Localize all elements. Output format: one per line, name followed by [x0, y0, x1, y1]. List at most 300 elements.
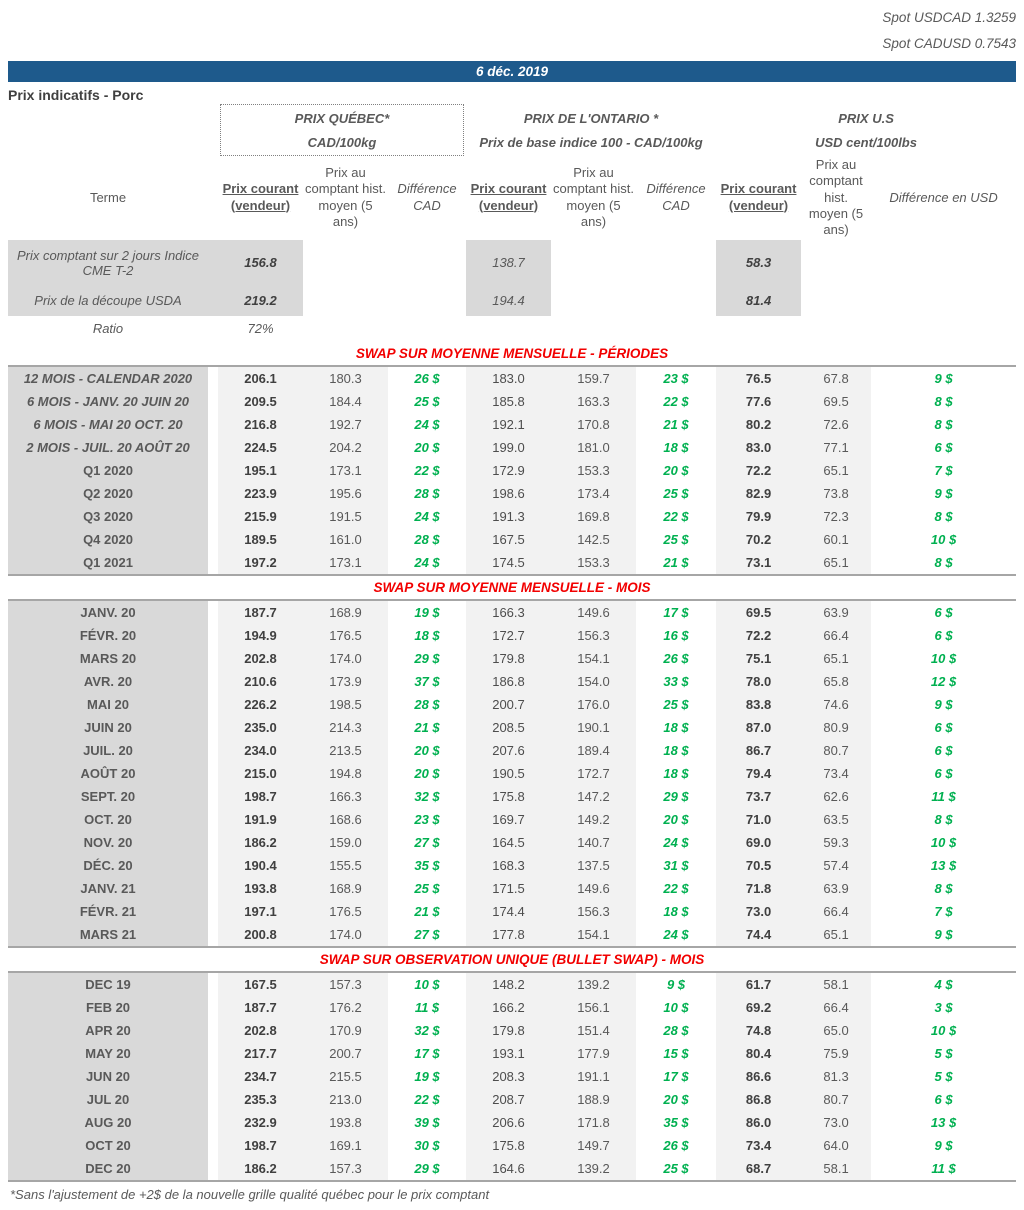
table-row [8, 831, 1016, 854]
qc-hist-cell: 170.9 [303, 1019, 388, 1042]
quebec-group-subtitle: CAD/100kg [307, 134, 377, 150]
us-diff-cell: 11 $ [931, 788, 956, 804]
us-hist-cell: 66.4 [801, 996, 871, 1019]
section-title: SWAP SUR OBSERVATION UNIQUE (BULLET SWAP) - MOIS [319, 951, 705, 967]
quebec-group-box [220, 104, 464, 156]
table-row [8, 436, 1016, 459]
qc-current-cell: 215.0 [218, 762, 303, 785]
on-current-cell: 190.5 [466, 762, 551, 785]
on-current-cell: 206.6 [466, 1111, 551, 1134]
on-diff-cell: 18 $ [663, 903, 689, 919]
gutter-cell [208, 316, 218, 342]
us-current-cell: 79.9 [716, 505, 801, 528]
on-diff-cell [636, 286, 716, 316]
on-current-cell: 168.3 [466, 854, 551, 877]
qc-hist-cell: 168.6 [303, 808, 388, 831]
section-title: SWAP SUR MOYENNE MENSUELLE - PÉRIODES [355, 345, 669, 361]
term-cell: 12 MOIS - CALENDAR 2020 [8, 366, 208, 390]
us-current-cell: 77.6 [716, 390, 801, 413]
term-cell: FEB 20 [8, 996, 208, 1019]
gutter-cell [208, 1157, 218, 1181]
table-row [8, 413, 1016, 436]
us-current-cell: 69.0 [716, 831, 801, 854]
qc-diff-cell: 19 $ [414, 1068, 440, 1084]
on-diff-cell [636, 240, 716, 286]
us-current-cell: 74.8 [716, 1019, 801, 1042]
qc-current-cell: 198.7 [218, 785, 303, 808]
on-hist-cell [551, 240, 636, 286]
on-current-cell: 208.3 [466, 1065, 551, 1088]
us-current-cell: 83.0 [716, 436, 801, 459]
qc-hist-cell: 176.5 [303, 900, 388, 923]
qc-current-cell: 167.5 [218, 972, 303, 996]
term-cell: JANV. 20 [8, 600, 208, 624]
qc-diff-cell: 29 $ [414, 650, 440, 666]
us-diff-cell: 6 $ [934, 742, 953, 758]
on-hist-cell: 170.8 [551, 413, 636, 436]
qc-hist-cell: 198.5 [303, 693, 388, 716]
on-current-cell: 169.7 [466, 808, 551, 831]
us-diff-cell: 10 $ [930, 1022, 957, 1038]
us-current-cell: 73.0 [716, 900, 801, 923]
on-diff-cell: 16 $ [663, 627, 689, 643]
on-hist-cell: 149.6 [551, 877, 636, 900]
gutter-cell [208, 693, 218, 716]
gutter-cell [208, 104, 218, 156]
spot-usdcad: Spot USDCAD 1.3259 [882, 10, 1016, 25]
qc-current-cell: 232.9 [218, 1111, 303, 1134]
table-row [8, 1019, 1016, 1042]
us-hist-cell: 65.1 [801, 551, 871, 575]
on-hist-cell: 147.2 [551, 785, 636, 808]
gutter-cell [208, 996, 218, 1019]
qc-hist-cell: 194.8 [303, 762, 388, 785]
on-diff-cell: 10 $ [663, 999, 689, 1015]
on-current-cell: 194.4 [466, 286, 551, 316]
us-diff-cell: 8 $ [934, 508, 953, 524]
table-row [8, 647, 1016, 670]
qc-diff-cell: 27 $ [388, 923, 466, 947]
gutter-cell [208, 647, 218, 670]
qc-current-cell: 219.2 [218, 286, 303, 316]
section-header-row [8, 342, 1016, 366]
term-cell: DEC 19 [8, 972, 208, 996]
us-hist-cell: 72.6 [801, 413, 871, 436]
gutter-cell [208, 808, 218, 831]
qc-hist-cell: 166.3 [303, 785, 388, 808]
gutter-cell [208, 762, 218, 785]
us-current-cell: 86.7 [716, 739, 801, 762]
qc-hist-cell: 176.5 [303, 624, 388, 647]
us-diff-cell: 5 $ [934, 1068, 953, 1084]
term-cell: DEC 20 [8, 1157, 208, 1181]
ratio-row [8, 316, 1016, 342]
page-title: Prix indicatifs - Porc [8, 86, 144, 103]
on-diff-cell: 15 $ [663, 1045, 689, 1061]
gutter-cell [208, 1088, 218, 1111]
on-diff-cell: 25 $ [663, 696, 689, 712]
us-hist-cell: 58.1 [801, 1157, 871, 1181]
table-row [8, 877, 1016, 900]
on-hist-cell: 139.2 [551, 1157, 636, 1181]
us-current-cell: 87.0 [716, 716, 801, 739]
qc-diff-cell: 37 $ [414, 673, 440, 689]
on-current-cell: 166.3 [466, 600, 551, 624]
us-current-cell: 74.4 [716, 923, 801, 947]
qc-hist-cell: 200.7 [303, 1042, 388, 1065]
qc-current-cell: 234.0 [218, 739, 303, 762]
table-row [8, 366, 1016, 390]
group-title-row [8, 104, 1016, 156]
quebec-group [218, 104, 466, 156]
gutter-cell [208, 1065, 218, 1088]
on-current-cell: 207.6 [466, 739, 551, 762]
term-cell: Q4 2020 [8, 528, 208, 551]
qc-current-cell: 190.4 [218, 854, 303, 877]
term-cell: 6 MOIS - JANV. 20 JUIN 20 [8, 390, 208, 413]
qc-diff-cell: 28 $ [414, 531, 440, 547]
us-hist-cell: 65.0 [801, 1019, 871, 1042]
qc-hist-cell: 214.3 [303, 716, 388, 739]
on-current-cell: 175.8 [466, 785, 551, 808]
term-cell: DÉC. 20 [8, 854, 208, 877]
table-row [8, 1157, 1016, 1181]
us-diff-cell: 6 $ [934, 439, 953, 455]
qc-hist-cell: 174.0 [303, 923, 388, 947]
term-cell: JUL 20 [8, 1088, 208, 1111]
table-row [8, 900, 1016, 923]
qc-diff-cell: 24 $ [414, 416, 440, 432]
us-diff-cell: 13 $ [930, 857, 957, 873]
qc-hist-cell: 180.3 [303, 366, 388, 390]
qc-diff-cell: 32 $ [414, 788, 440, 804]
us-hist-cell: 67.8 [801, 366, 871, 390]
us-diff-cell: 3 $ [934, 999, 953, 1015]
qc-current-cell: 235.3 [218, 1088, 303, 1111]
on-current-cell: 164.5 [466, 831, 551, 854]
us-hist-cell: 80.7 [801, 739, 871, 762]
qc-hist-cell: 161.0 [303, 528, 388, 551]
us-hist-cell: 57.4 [801, 854, 871, 877]
us-diff-cell: 6 $ [934, 1091, 953, 1107]
qc-current-cell: 224.5 [218, 436, 303, 459]
on-current-cell: 138.7 [466, 240, 551, 286]
ontario-group [466, 104, 716, 156]
qc-current-cell: 234.7 [218, 1065, 303, 1088]
qc-current-cell: 194.9 [218, 624, 303, 647]
us-hist-cell: 73.8 [801, 482, 871, 505]
term-cell: Q3 2020 [8, 505, 208, 528]
date-banner: 6 déc. 2019 [8, 61, 1016, 82]
on-diff-cell: 31 $ [663, 857, 689, 873]
gutter-cell [208, 459, 218, 482]
table-row [8, 693, 1016, 716]
table-row [8, 923, 1016, 947]
us-diff-cell: 11 $ [871, 1157, 1016, 1181]
gutter-cell [208, 854, 218, 877]
qc-hist-cell: 168.9 [303, 877, 388, 900]
spot-cadusd: Spot CADUSD 0.7543 [882, 36, 1016, 52]
us-current-cell: 73.1 [716, 551, 801, 575]
on-hist-cell: 140.7 [551, 831, 636, 854]
us-current-cell: 69.5 [716, 600, 801, 624]
us-current-cell: 72.2 [716, 624, 801, 647]
us-hist-cell: 77.1 [801, 436, 871, 459]
on-diff-cell: 22 $ [663, 393, 689, 409]
on-diff-cell: 35 $ [663, 1114, 689, 1130]
qc-diff-cell: 20 $ [414, 439, 440, 455]
spot-row-usda [8, 286, 1016, 316]
on-current-cell: 208.7 [466, 1088, 551, 1111]
qc-diff-cell [388, 240, 466, 286]
us-diff-cell: 8 $ [934, 393, 953, 409]
on-hist-cell: 191.1 [551, 1065, 636, 1088]
us-hist-cell: 80.9 [801, 716, 871, 739]
on-current-cell: 198.6 [466, 482, 551, 505]
table-row [8, 459, 1016, 482]
gutter-cell [208, 1134, 218, 1157]
on-diff-cell: 25 $ [663, 531, 689, 547]
us-current-cell: 71.0 [716, 808, 801, 831]
us-diff-cell: 9 $ [934, 696, 953, 712]
us-diff-cell: 8 $ [934, 811, 953, 827]
header-qc-diff: Différence CAD [397, 181, 457, 213]
on-diff-cell: 22 $ [663, 508, 689, 524]
header-terme: Terme [89, 189, 127, 205]
us-hist-cell: 65.1 [801, 647, 871, 670]
us-hist-cell: 74.6 [801, 693, 871, 716]
qc-diff-cell [388, 286, 466, 316]
report-page [8, 0, 1016, 1202]
us-diff-cell: 6 $ [934, 765, 953, 781]
on-hist-cell: 173.4 [551, 482, 636, 505]
qc-diff-cell: 17 $ [414, 1045, 440, 1061]
us-hist-cell: 66.4 [801, 624, 871, 647]
us-hist-cell: 69.5 [801, 390, 871, 413]
us-hist-cell: 63.5 [801, 808, 871, 831]
gutter-cell [208, 972, 218, 996]
us-diff-cell: 10 $ [930, 531, 957, 547]
price-table [8, 104, 1016, 1182]
gutter-cell [208, 528, 218, 551]
qc-current-cell: 206.1 [218, 366, 303, 390]
header-qc-hist: Prix au comptant hist. moyen (5 ans) [305, 165, 386, 229]
term-cell: JUIL. 20 [8, 739, 208, 762]
us-current-cell: 75.1 [716, 647, 801, 670]
on-hist-cell: 189.4 [551, 739, 636, 762]
on-hist-cell: 171.8 [551, 1111, 636, 1134]
qc-diff-cell: 24 $ [388, 551, 466, 575]
gutter-cell [208, 482, 218, 505]
us-diff-cell: 10 $ [930, 834, 957, 850]
us-diff-cell [871, 240, 1016, 286]
us-current-cell: 86.8 [716, 1088, 801, 1111]
qc-current-cell: 202.8 [218, 647, 303, 670]
on-hist-cell: 163.3 [551, 390, 636, 413]
qc-hist-cell: 173.1 [303, 459, 388, 482]
qc-diff-cell: 19 $ [388, 600, 466, 624]
term-cell: MAY 20 [8, 1042, 208, 1065]
on-hist-cell: 169.8 [551, 505, 636, 528]
footnote: *Sans l'ajustement de +2$ de la nouvelle grille qualité québec pour le prix comptant [10, 1186, 490, 1202]
qc-diff-cell: 29 $ [388, 1157, 466, 1181]
qc-hist-cell: 192.7 [303, 413, 388, 436]
us-diff-cell: 4 $ [871, 972, 1016, 996]
on-diff-cell: 21 $ [636, 551, 716, 575]
on-diff-cell: 9 $ [636, 972, 716, 996]
column-header-row [8, 156, 1016, 240]
on-hist-cell: 156.1 [551, 996, 636, 1019]
gutter-cell [208, 436, 218, 459]
us-current-cell: 72.2 [716, 459, 801, 482]
us-hist-cell: 75.9 [801, 1042, 871, 1065]
table-row [8, 762, 1016, 785]
on-diff-cell: 18 $ [663, 765, 689, 781]
qc-current-cell: 189.5 [218, 528, 303, 551]
qc-hist-cell [303, 286, 388, 316]
table-row [8, 716, 1016, 739]
us-diff-cell: 12 $ [930, 673, 957, 689]
table-row [8, 739, 1016, 762]
on-diff-cell: 23 $ [636, 366, 716, 390]
us-current-cell: 81.4 [716, 286, 801, 316]
us-diff-cell: 10 $ [930, 650, 957, 666]
qc-diff-cell: 23 $ [414, 811, 440, 827]
on-hist-cell: 159.7 [551, 366, 636, 390]
on-current-cell: 174.4 [466, 900, 551, 923]
spot-row-cme [8, 240, 1016, 286]
us-diff-cell: 6 $ [934, 719, 953, 735]
on-diff-cell: 33 $ [663, 673, 689, 689]
us-group-title: PRIX U.S [838, 110, 894, 126]
gutter-cell [208, 390, 218, 413]
qc-diff-cell: 11 $ [414, 999, 440, 1015]
on-diff-cell: 18 $ [663, 742, 689, 758]
on-hist-cell: 151.4 [551, 1019, 636, 1042]
on-hist-cell: 153.3 [551, 551, 636, 575]
gutter-cell [208, 923, 218, 947]
qc-hist-cell: 176.2 [303, 996, 388, 1019]
us-diff-cell: 9 $ [934, 1137, 953, 1153]
gutter-cell [208, 600, 218, 624]
section-header-row [8, 575, 1016, 600]
qc-diff-cell: 35 $ [414, 857, 440, 873]
us-group [716, 104, 1016, 156]
qc-diff-cell: 20 $ [414, 742, 440, 758]
spot-rates [8, 5, 1016, 58]
qc-current-cell: 193.8 [218, 877, 303, 900]
qc-hist-cell: 159.0 [303, 831, 388, 854]
section-header-row [8, 947, 1016, 972]
us-diff-cell: 6 $ [934, 627, 953, 643]
table-row [8, 1042, 1016, 1065]
term-cell: Prix de la découpe USDA [8, 286, 208, 316]
table-row [8, 1111, 1016, 1134]
term-cell: AOÛT 20 [8, 762, 208, 785]
qc-current-cell: 226.2 [218, 693, 303, 716]
on-diff-cell: 21 $ [663, 416, 689, 432]
gutter-cell [208, 240, 218, 286]
on-current-cell: 185.8 [466, 390, 551, 413]
header-on-current: Prix courant (vendeur) [470, 181, 547, 213]
on-diff-cell: 20 $ [663, 462, 689, 478]
on-diff-cell: 22 $ [663, 880, 689, 896]
on-current-cell: 175.8 [466, 1134, 551, 1157]
qc-diff-cell: 25 $ [414, 880, 440, 896]
qc-diff-cell: 22 $ [414, 1091, 440, 1107]
qc-diff-cell: 24 $ [414, 508, 440, 524]
gutter-cell [208, 1111, 218, 1134]
qc-current-cell: 223.9 [218, 482, 303, 505]
group-spacer [8, 104, 208, 156]
on-hist-cell: 154.0 [551, 670, 636, 693]
gutter-cell [208, 551, 218, 575]
term-cell: 6 MOIS - MAI 20 OCT. 20 [8, 413, 208, 436]
table-row [8, 624, 1016, 647]
on-current-cell: 200.7 [466, 693, 551, 716]
on-diff-cell: 17 $ [636, 600, 716, 624]
us-diff-cell: 9 $ [871, 366, 1016, 390]
on-current-cell: 172.7 [466, 624, 551, 647]
on-current-cell: 166.2 [466, 996, 551, 1019]
gutter-cell [208, 877, 218, 900]
qc-hist-cell: 191.5 [303, 505, 388, 528]
us-diff-cell: 6 $ [871, 600, 1016, 624]
on-hist-cell: 153.3 [551, 459, 636, 482]
qc-hist-cell: 173.1 [303, 551, 388, 575]
table-row [8, 1088, 1016, 1111]
us-current-cell: 61.7 [716, 972, 801, 996]
us-current-cell: 58.3 [716, 240, 801, 286]
term-cell: FÉVR. 20 [8, 624, 208, 647]
us-current-cell: 86.6 [716, 1065, 801, 1088]
us-hist-cell: 63.9 [801, 877, 871, 900]
qc-hist-cell: 157.3 [303, 972, 388, 996]
on-hist-cell: 149.7 [551, 1134, 636, 1157]
table-row [8, 996, 1016, 1019]
on-hist-cell: 176.0 [551, 693, 636, 716]
term-cell: NOV. 20 [8, 831, 208, 854]
us-current-cell: 73.7 [716, 785, 801, 808]
on-current-cell: 148.2 [466, 972, 551, 996]
term-cell: Q1 2021 [8, 551, 208, 575]
qc-hist-cell: 184.4 [303, 390, 388, 413]
on-hist-cell: 137.5 [551, 854, 636, 877]
gutter-cell [208, 366, 218, 390]
on-hist-cell: 154.1 [551, 647, 636, 670]
gutter-cell [208, 505, 218, 528]
qc-diff-cell: 30 $ [414, 1137, 440, 1153]
us-current-cell: 78.0 [716, 670, 801, 693]
qc-hist-cell [303, 240, 388, 286]
on-hist-cell: 154.1 [551, 923, 636, 947]
qc-current-cell: 216.8 [218, 413, 303, 436]
us-hist-cell [801, 286, 871, 316]
term-cell: FÉVR. 21 [8, 900, 208, 923]
qc-diff-cell: 27 $ [414, 834, 440, 850]
term-cell: 2 MOIS - JUIL. 20 AOÛT 20 [8, 436, 208, 459]
us-hist-cell: 58.1 [801, 972, 871, 996]
qc-current-cell: 217.7 [218, 1042, 303, 1065]
on-hist-cell: 142.5 [551, 528, 636, 551]
qc-current-cell: 209.5 [218, 390, 303, 413]
us-hist-cell: 65.1 [801, 459, 871, 482]
us-diff-cell: 9 $ [871, 923, 1016, 947]
table-row [8, 670, 1016, 693]
us-group-subtitle: USD cent/100lbs [815, 134, 917, 150]
qc-hist-cell: 169.1 [303, 1134, 388, 1157]
on-hist-cell: 177.9 [551, 1042, 636, 1065]
